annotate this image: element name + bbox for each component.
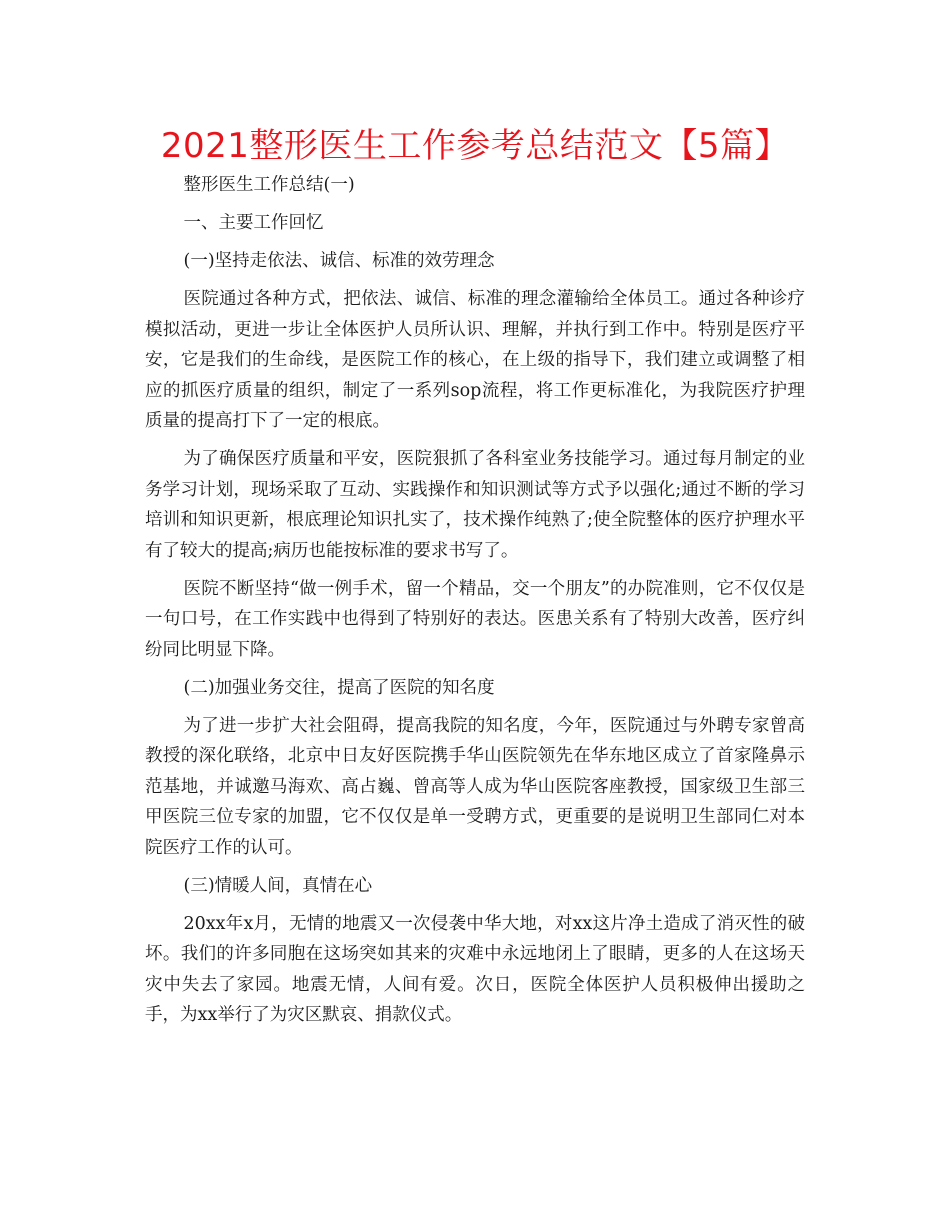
paragraph-2: 为了确保医疗质量和平安，医院狠抓了各科室业务技能学习。通过每月制定的业务学习计划，现场采取了互动、实践操作和知识测试等方式予以强化;通过不断的学习培训和知识更新，根底理论知识扎实了，技术操作纯熟了;使全院整体的医疗护理水平有了较大的提高;病历也能按标准的要求书写了。: [145, 449, 805, 561]
sub3-heading: (三)情暖人间，真情在心: [183, 875, 373, 896]
paragraph-5: 20xx年x月，无情的地震又一次侵袭中华大地，对xx这片净土造成了消灭性的破坏。我们的许多同胞在这场突如其来的灾难中永远地闭上了眼睛，更多的人在这场天灾中失去了家园。地震无情，人间有爱。次日，医院全体医护人员积极伸出援助之手，为xx举行了为灾区默哀、捐款仪式。: [145, 913, 805, 1025]
sub1-heading: (一)坚持走依法、诚信、标准的效劳理念: [183, 251, 495, 271]
sub2-heading: (二)加强业务交往，提高了医院的知名度: [183, 677, 495, 698]
paragraph-1: 医院通过各种方式，把依法、诚信、标准的理念灌输给全体员工。通过各种诊疗模拟活动，更进一步让全体医护人员所认识、理解，并执行到工作中。特别是医疗平安，它是我们的生命线，是医院工作的核心，在上级的指导下，我们建立或调整了相应的抓医疗质量的组织，制定了一系列sop流程，将工作更标准化，为我院医疗护理质量的提高打下了一定的根底。: [145, 289, 805, 431]
paragraph-3: 医院不断坚持“做一例手术，留一个精品，交一个朋友”的办院准则，它不仅仅是一句口号，在工作实践中也得到了特别好的表达。医患关系有了特别大改善，医疗纠纷同比明显下降。: [145, 578, 805, 660]
part1-heading: 一、主要工作回忆: [183, 213, 324, 233]
document-body: [145, 170, 805, 1038]
document-title: 2021整形医生工作参考总结范文【5篇】: [160, 126, 790, 166]
paragraph-4: 为了进一步扩大社会阻碍，提高我院的知名度，今年，医院通过与外聘专家曾高教授的深化联络，北京中日友好医院携手华山医院领先在华东地区成立了首家隆鼻示范基地，并诚邀马海欢、高占巍、曾高等人成为华山医院客座教授，国家级卫生部三甲医院三位专家的加盟，它不仅仅是单一受聘方式，更重要的是说明卫生部同仁对本院医疗工作的认可。: [145, 715, 805, 858]
section-title: 整形医生工作总结(一): [183, 175, 355, 195]
